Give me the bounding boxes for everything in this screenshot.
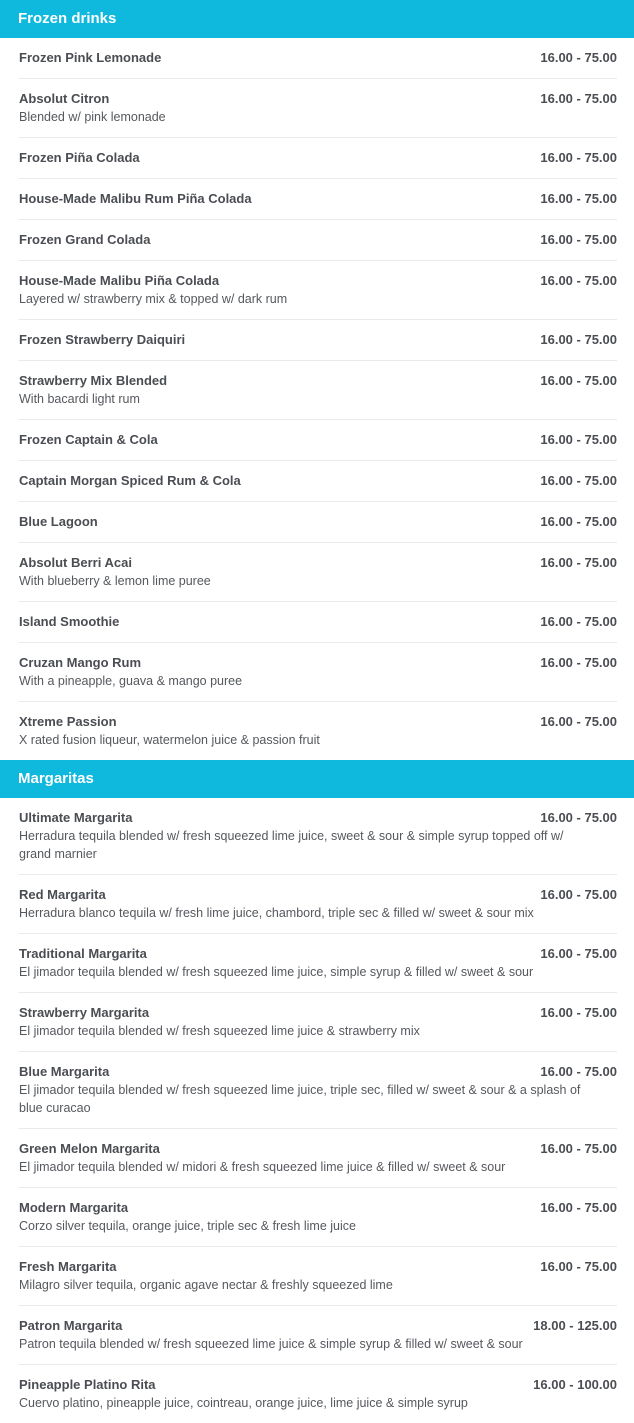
menu-item[interactable] [19,360,617,419]
item-description: Layered w/ strawberry mix & topped w/ dark rum [19,292,288,306]
menu-item[interactable] [19,319,617,360]
menu-item[interactable] [19,933,617,992]
item-name: House-Made Malibu Rum Piña Colada [19,191,252,206]
menu-item[interactable] [19,419,617,460]
item-price: 16.00 - 75.00 [540,1200,617,1215]
item-name: Cruzan Mango Rum [19,655,142,670]
menu-item[interactable] [19,78,617,137]
item-name: Modern Margarita [19,1200,129,1215]
item-name: Patron Margarita [19,1318,123,1333]
menu-item-list [0,38,634,760]
item-name: Blue Margarita [19,1064,110,1079]
item-price: 16.00 - 75.00 [540,655,617,670]
item-description: El jimador tequila blended w/ fresh squeezed lime juice & strawberry mix [19,1024,420,1038]
item-name: Green Melon Margarita [19,1141,160,1156]
menu-item-list [0,798,634,1423]
item-price: 16.00 - 75.00 [540,191,617,206]
item-description: El jimador tequila blended w/ fresh squeezed lime juice, triple sec, filled w/ sweet & sour & a splash of blue curacao [19,1083,581,1115]
item-price: 16.00 - 75.00 [540,555,617,570]
item-name: Xtreme Passion [19,714,117,729]
item-description: El jimador tequila blended w/ midori & fresh squeezed lime juice & filled w/ sweet & sour [19,1160,506,1174]
item-price: 16.00 - 75.00 [540,887,617,902]
item-name: Blue Lagoon [19,514,98,529]
item-price: 16.00 - 75.00 [540,150,617,165]
item-description: X rated fusion liqueur, watermelon juice & passion fruit [19,733,320,747]
item-description: El jimador tequila blended w/ fresh squeezed lime juice, simple syrup & filled w/ sweet & sour [19,965,534,979]
item-price: 16.00 - 75.00 [540,514,617,529]
item-price: 16.00 - 75.00 [540,1064,617,1079]
item-description: With bacardi light rum [19,392,140,406]
item-name: Traditional Margarita [19,946,147,961]
menu-item[interactable] [19,642,617,701]
menu-item[interactable] [19,260,617,319]
item-price: 16.00 - 75.00 [540,332,617,347]
menu-item[interactable] [19,460,617,501]
menu-item[interactable] [19,501,617,542]
item-name: Strawberry Margarita [19,1005,150,1020]
section-header: Frozen drinks [0,0,634,38]
menu-item[interactable] [19,219,617,260]
item-price: 16.00 - 100.00 [533,1377,617,1392]
item-price: 16.00 - 75.00 [540,432,617,447]
item-price: 16.00 - 75.00 [540,50,617,65]
menu-item[interactable] [19,137,617,178]
menu-item[interactable] [19,178,617,219]
item-name: House-Made Malibu Piña Colada [19,273,220,288]
item-name: Strawberry Mix Blended [19,373,168,388]
menu-item[interactable] [19,1305,617,1364]
item-description: With blueberry & lemon lime puree [19,574,211,588]
menu-item[interactable] [19,798,617,874]
item-price: 16.00 - 75.00 [540,232,617,247]
item-price: 16.00 - 75.00 [540,714,617,729]
item-description: Herradura tequila blended w/ fresh squeezed lime juice, sweet & sour & simple syrup topped off w/ grand marnier [19,829,564,861]
menu-item[interactable] [19,701,617,760]
menu-item[interactable] [19,542,617,601]
menu-item[interactable] [19,601,617,642]
menu-item[interactable] [19,874,617,933]
item-name: Fresh Margarita [19,1259,117,1274]
item-name: Pineapple Platino Rita [19,1377,156,1392]
item-description: Blended w/ pink lemonade [19,110,166,124]
item-name: Absolut Citron [19,91,110,106]
item-description: Patron tequila blended w/ fresh squeezed lime juice & simple syrup & filled w/ sweet & sour [19,1337,523,1351]
item-description: With a pineapple, guava & mango puree [19,674,243,688]
menu-section [0,760,634,1423]
item-price: 16.00 - 75.00 [540,273,617,288]
item-price: 16.00 - 75.00 [540,473,617,488]
item-price: 16.00 - 75.00 [540,373,617,388]
item-price: 16.00 - 75.00 [540,810,617,825]
item-price: 16.00 - 75.00 [540,1141,617,1156]
item-description: Corzo silver tequila, orange juice, triple sec & fresh lime juice [19,1219,356,1233]
menu-item[interactable] [19,1051,617,1128]
item-price: 16.00 - 75.00 [540,1005,617,1020]
item-price: 16.00 - 75.00 [540,614,617,629]
item-description: Milagro silver tequila, organic agave nectar & freshly squeezed lime [19,1278,393,1292]
menu-item[interactable] [19,992,617,1051]
item-name: Frozen Pink Lemonade [19,50,162,65]
item-name: Captain Morgan Spiced Rum & Cola [19,473,241,488]
menu-item[interactable] [19,1187,617,1246]
item-price: 18.00 - 125.00 [533,1318,617,1333]
item-description: Cuervo platino, pineapple juice, cointreau, orange juice, lime juice & simple syrup [19,1396,468,1410]
item-name: Frozen Grand Colada [19,232,151,247]
item-name: Ultimate Margarita [19,810,133,825]
item-price: 16.00 - 75.00 [540,1259,617,1274]
item-name: Frozen Piña Colada [19,150,140,165]
item-name: Frozen Captain & Cola [19,432,158,447]
item-name: Frozen Strawberry Daiquiri [19,332,186,347]
item-name: Red Margarita [19,887,106,902]
item-price: 16.00 - 75.00 [540,91,617,106]
item-name: Island Smoothie [19,614,120,629]
item-price: 16.00 - 75.00 [540,946,617,961]
section-header: Margaritas [0,760,634,798]
menu-item[interactable] [19,1246,617,1305]
menu-item[interactable] [19,1364,617,1423]
menu-item[interactable] [19,38,617,78]
menu-item[interactable] [19,1128,617,1187]
item-name: Absolut Berri Acai [19,555,132,570]
item-description: Herradura blanco tequila w/ fresh lime juice, chambord, triple sec & filled w/ sweet & sour mix [19,906,534,920]
